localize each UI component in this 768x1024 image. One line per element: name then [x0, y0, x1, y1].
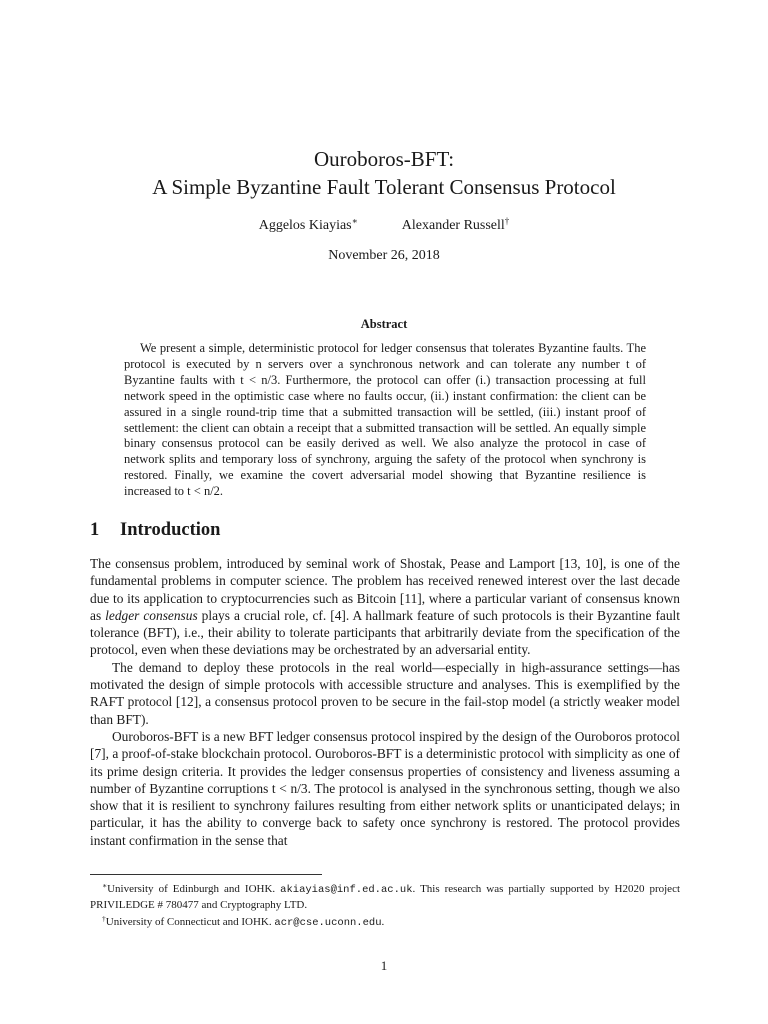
author-name: Aggelos Kiayias	[258, 218, 352, 233]
paragraph: Ouroboros-BFT is a new BFT ledger consensus protocol inspired by the design of the Ouroboros protocol [7], a proof-of-stake blockchain protocol. Ouroboros-BFT is a deterministic protocol with simplicity as one of its prime design criteria. It provides the ledger consensus properties of consistency and liveness assuming a number of Byzantine corruptions t < n/3. The protocol is analysed in the synchronous setting, though we also show that it is resilient to synchrony failures resulting from either network splits or unanticipated delays; in particular, it has the ability to converge back to safety once synchrony is restored. The protocol provides instant confirmation in the sense that	[90, 728, 680, 848]
footnote-text: University of Edinburgh and IOHK.	[107, 883, 281, 895]
abstract-heading: Abstract	[360, 317, 408, 331]
section-title: Introduction	[120, 520, 221, 540]
footnote-text: .	[381, 916, 385, 928]
paper-title-line-2: A Simple Byzantine Fault Tolerant Consensus Protocol	[152, 175, 616, 199]
paragraph	[90, 555, 680, 659]
section-body	[90, 555, 680, 849]
paragraph: The demand to deploy these protocols in the real world—especially in high-assurance settings—has motivated the design of simple protocols with accessible structure and analyses. This is exemplified by the RAFT protocol [12], a consensus protocol proven to be secure in the fail-stop model (a strictly weaker model than BFT).	[90, 659, 680, 727]
footnote-mark: ∗	[102, 881, 108, 890]
page-number: 1	[380, 958, 388, 973]
footnotes	[90, 879, 680, 931]
paper-title-line-1: Ouroboros-BFT:	[313, 147, 455, 171]
footnote-rule	[90, 874, 322, 875]
footnote-text: . This research was partially supported by H2020 project PRIVILEDGE # 780477 and Cryptography LTD.	[90, 883, 681, 911]
footnote	[90, 879, 680, 912]
paragraph-text: plays a crucial role, cf. [4]. A hallmark feature of such protocols is their Byzantine fault tolerance (BFT), i.e., their ability to tolerate participants that arbitrarily deviate from the specification of the protocol, even when these deviations may be orchestrated by an adversarial entity.	[90, 607, 680, 658]
footnote-mark: †	[102, 914, 106, 923]
author	[402, 216, 510, 234]
author-list	[0, 216, 768, 234]
section-number: 1	[90, 520, 100, 540]
author-name: Alexander Russell	[401, 218, 505, 233]
paragraph-text: The consensus problem, introduced by seminal work of Shostak, Pease and Lamport [13, 10], is one of the fundamental problems in computer science. The problem has received renewed interest over the last decade due to its application to cryptocurrencies such as Bitcoin [11], where a particular variant of consensus known as	[90, 556, 680, 623]
author	[259, 216, 358, 234]
publication-date: November 26, 2018	[328, 248, 440, 263]
footnote	[90, 912, 680, 931]
author-footnote-mark: ∗	[351, 216, 358, 226]
section-heading	[90, 520, 690, 541]
emphasis-text: ledger consensus	[105, 607, 198, 623]
email-link[interactable]: acr@cse.uconn.edu	[274, 917, 382, 929]
author-footnote-mark: †	[504, 216, 510, 226]
abstract-text: We present a simple, deterministic protocol for ledger consensus that tolerates Byzantine faults. The protocol is executed by n servers over a synchronous network and can tolerate any number t of Byzantine faults with t < n/3. Furthermore, the protocol can offer (i.) transaction processing at full network speed in the optimistic case where no faults occur, (ii.) instant confirmation: the client can be assured in a single round-trip time that a submitted transaction will be settled, (iii.) instant proof of settlement: the client can obtain a receipt that a submitted transaction will be settled. An equally simple binary consensus protocol can be easily derived as well. We also analyze the protocol in case of network splits and temporary loss of synchrony, arguing the safety of the protocol when synchrony is restored. Finally, we examine the covert adversarial model showing that Byzantine resilience is increased to t < n/2.	[124, 341, 646, 499]
footnote-text: University of Connecticut and IOHK.	[105, 916, 275, 928]
email-link[interactable]: akiayias@inf.ed.ac.uk	[280, 884, 413, 896]
